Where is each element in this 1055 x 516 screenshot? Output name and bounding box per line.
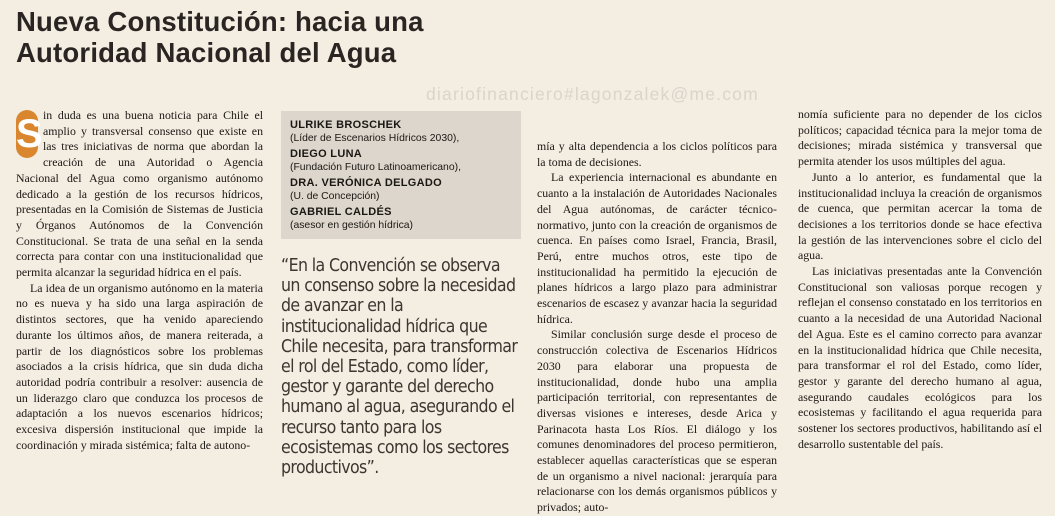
author-affiliation: (U. de Concepción): [290, 191, 380, 202]
title-line-1: Nueva Constitución: hacia una: [16, 6, 424, 37]
author-name: DRA. VERÓNICA DELGADO: [290, 177, 442, 189]
article-title: [16, 6, 536, 68]
col3-paragraph-2: La experiencia internacional es abundante en cuanto a la instalación de Autoridades Nacionales del Agua autónomas, de carácter técnico-normativo, junto con la creación de organismos de cuenca. En países como Israel, Francia, Brasil, Perú, entre muchos otros, este tipo de institucionalidad ha permitido la ejecución de planes hídricos a largo plazo para administrar escenarios de escasez y avanzar hacia la seguridad hídrica.: [537, 170, 777, 326]
column-4: [798, 107, 1042, 452]
author-affiliation: (Líder de Escenarios Hídricos 2030),: [290, 133, 460, 144]
pull-quote: “En la Convención se observa un consenso sobre la necesidad de avanzar en la institucionalidad hídrica que Chile necesita, para transformar el rol del Estado, como líder, gestor y garante del derecho humano al agua, asegurando el recurso tanto para los ecosistemas como los sectores productivos”.: [281, 256, 518, 479]
col1-paragraph-2: La idea de un organismo autónomo en la materia no es nueva y ha sido una larga aspiración de distintos sectores, que ha venido apareciendo durante los últimos años, de manera reiterada, a partir de los diagnósticos sobre los problemas asociados a la crisis hídrica, que sin duda dicha autoridad podría contribuir a resolver: ausencia de un liderazgo claro que conduzca los procesos de adaptación a los nuevos escenarios hídricos; excesiva dispersión institucional que impide la coordinación y mirada sistémica; falta de autono-: [16, 280, 263, 452]
col1-paragraph-1: [16, 108, 263, 281]
col4-paragraph-3: Las iniciativas presentadas ante la Convención Constitucional son valiosas porque recogen y reflejan el consenso constatado en los territorios en cuanto a la necesidad de una Autoridad Nacional del Agua. Este es el camino correcto para avanzar en la institucionalidad hídrica que Chile necesita, para transformar el rol del Estado, como líder, gestor y garante del derecho humano al agua, asegurando caudales ecológicos para los ecosistemas y facilitando el agua requerida para sostener los sectores productivos, habilitando así el desarrollo sustentable del país.: [798, 264, 1042, 451]
column-1: [16, 108, 263, 453]
title-line-2: Autoridad Nacional del Agua: [16, 37, 397, 68]
col3-paragraph-1: mía y alta dependencia a los ciclos políticos para la toma de decisiones.: [537, 139, 777, 169]
col4-paragraph-2: Junto a lo anterior, es fundamental que la institucionalidad incluya la creación de organismos de cuenca, que permitan acercar la toma de decisiones a los territorios donde se hace efectiva la gestión de las intervenciones sobre el ciclo del agua.: [798, 169, 1042, 263]
column-3: [537, 139, 777, 516]
col3-paragraph-3: Similar conclusión surge desde el proceso de construcción colectiva de Escenarios Hídricos 2030 para elaborar una propuesta de institucionalidad, donde hubo una amplia participación territorial, con representantes de diversas visiones e intereses, desde Arica y Parinacota hasta Los Ríos. El diálogo y los comunes denominadores del proceso permitieron, establecer aquellas características que se esperan de un organismo a nivel nacional: jerarquía para relacionarse con los demás organismos públicos y privados; auto-: [537, 327, 777, 515]
watermark-text: diariofinanciero#lagonzalek@me.com: [426, 84, 759, 104]
author-name: GABRIEL CALDÉS: [290, 206, 392, 218]
author-name: ULRIKE BROSCHEK: [290, 119, 402, 131]
col1-paragraph-1-text: in duda es una buena noticia para Chile el amplio y transversal consenso que existe en las tres iniciativas de norma que abordan la creación de una Autoridad o Agencia Nacional del Agua como organismo autónomo dedicado a la gestión de los recursos hídricos, presentadas en la Comisión de Sistemas de Justicia y Órganos Autónomos de la Convención Constitucional. Se trata de una señal en la senda correcta para contar con una institucionalidad que permita alcanzar la seguridad hídrica en el país.: [16, 108, 263, 280]
author-name: DIEGO LUNA: [290, 148, 363, 160]
author-affiliation: (asesor en gestión hídrica): [290, 220, 414, 231]
author-affiliation: (Fundación Futuro Latinoamericano),: [290, 162, 461, 173]
drop-cap: S: [16, 112, 43, 156]
col4-paragraph-1: nomía suficiente para no depender de los ciclos políticos; capacidad técnica para la mejor toma de decisiones; mirada sistémica y transversal que permita atender los usos múltiples del agua.: [798, 107, 1042, 169]
author-box: [281, 111, 521, 239]
